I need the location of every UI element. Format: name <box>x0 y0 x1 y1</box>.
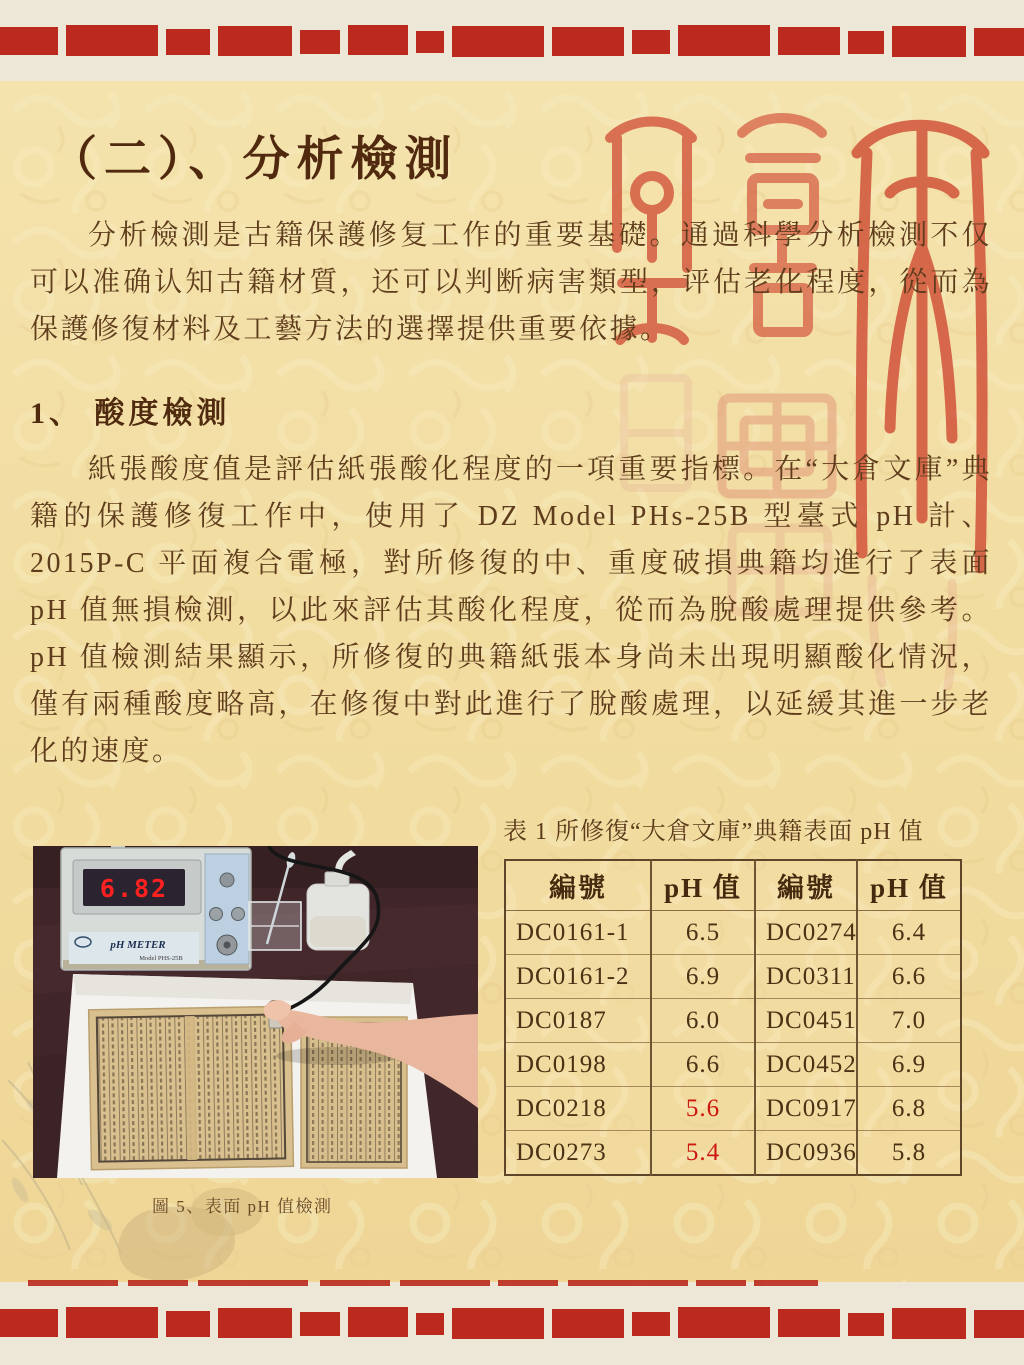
specimen-id: DC0161-1 <box>505 911 651 955</box>
table-row <box>505 911 961 955</box>
specimen-id: DC0218 <box>505 1087 651 1131</box>
ph-value-high-acidity: 5.6 <box>651 1087 755 1131</box>
table-row <box>505 955 961 999</box>
table-row <box>505 1043 961 1087</box>
ph-value: 6.0 <box>651 999 755 1043</box>
column-header-id: 編號 <box>505 860 651 911</box>
table-row <box>505 1131 961 1176</box>
specimen-id: DC0274 <box>755 911 857 955</box>
meter-model: Model PHS-25B <box>139 955 183 962</box>
specimen-id: DC0936 <box>755 1131 857 1176</box>
table-row <box>505 1087 961 1131</box>
ph-value: 6.9 <box>651 955 755 999</box>
column-header-ph: pH 值 <box>651 860 755 911</box>
meter-label: pH METER <box>110 939 166 951</box>
ph-value: 5.8 <box>857 1131 961 1176</box>
top-decorative-band <box>0 25 1024 58</box>
table-header-row <box>505 860 961 911</box>
specimen-id: DC0187 <box>505 999 651 1043</box>
table-row <box>505 999 961 1043</box>
specimen-id: DC0451 <box>755 999 857 1043</box>
ph-value: 6.4 <box>857 911 961 955</box>
intro-paragraph: 分析檢測是古籍保護修复工作的重要基礎。通過科學分析檢測不仅可以准确认知古籍材質，还可以判断病害類型，评估老化程度，從而為保護修復材料及工藝方法的選擇提供重要依據。 <box>30 220 992 345</box>
specimen-id: DC0161-2 <box>505 955 651 999</box>
ph-value: 6.9 <box>857 1043 961 1087</box>
figure-caption: 圖 5、表面 pH 值檢測 <box>152 1197 333 1216</box>
bottom-decorative-band <box>0 1307 1024 1340</box>
page-title: （二）、分析檢測 <box>50 134 459 186</box>
column-header-ph: pH 值 <box>857 860 961 911</box>
figure-photo <box>33 846 478 1178</box>
ph-value: 6.8 <box>857 1087 961 1131</box>
specimen-id: DC0311 <box>755 955 857 999</box>
section-body-paragraph: 紙張酸度值是評估紙張酸化程度的一項重要指標。在“大倉文庫”典籍的保護修復工作中，使用了 DZ Model PHs-25B 型臺式 pH 計、2015P-C 平面複合電極，對所修復的中、重度破損典籍均進行了表面 pH 值無損檢測，以此來評估其酸化程度，從而為脫酸處理提供參考。pH 值檢測結果顯示，所修復的典籍紙張本身尚未出現明顯酸化情況，僅有兩種酸度略高，在修復中對此進行了脫酸處理，以延緩其進一步老化的速度。 <box>30 454 992 767</box>
table-title: 表 1 所修復“大倉文庫”典籍表面 pH 值 <box>503 819 924 845</box>
ph-value: 6.6 <box>651 1043 755 1087</box>
meter-reading: 6.82 <box>99 874 169 903</box>
section-heading: 1、 酸度檢測 <box>30 397 231 430</box>
ph-value-high-acidity: 5.4 <box>651 1131 755 1176</box>
old-book-left <box>89 1006 294 1170</box>
specimen-id: DC0273 <box>505 1131 651 1176</box>
ph-value: 6.6 <box>857 955 961 999</box>
ph-meter <box>61 846 251 970</box>
specimen-id: DC0917 <box>755 1087 857 1131</box>
specimen-id: DC0198 <box>505 1043 651 1087</box>
ph-value: 6.5 <box>651 911 755 955</box>
ph-value-table <box>504 859 962 1176</box>
red-dash-line <box>28 1279 818 1287</box>
ph-value: 7.0 <box>857 999 961 1043</box>
specimen-id: DC0452 <box>755 1043 857 1087</box>
column-header-id: 編號 <box>755 860 857 911</box>
